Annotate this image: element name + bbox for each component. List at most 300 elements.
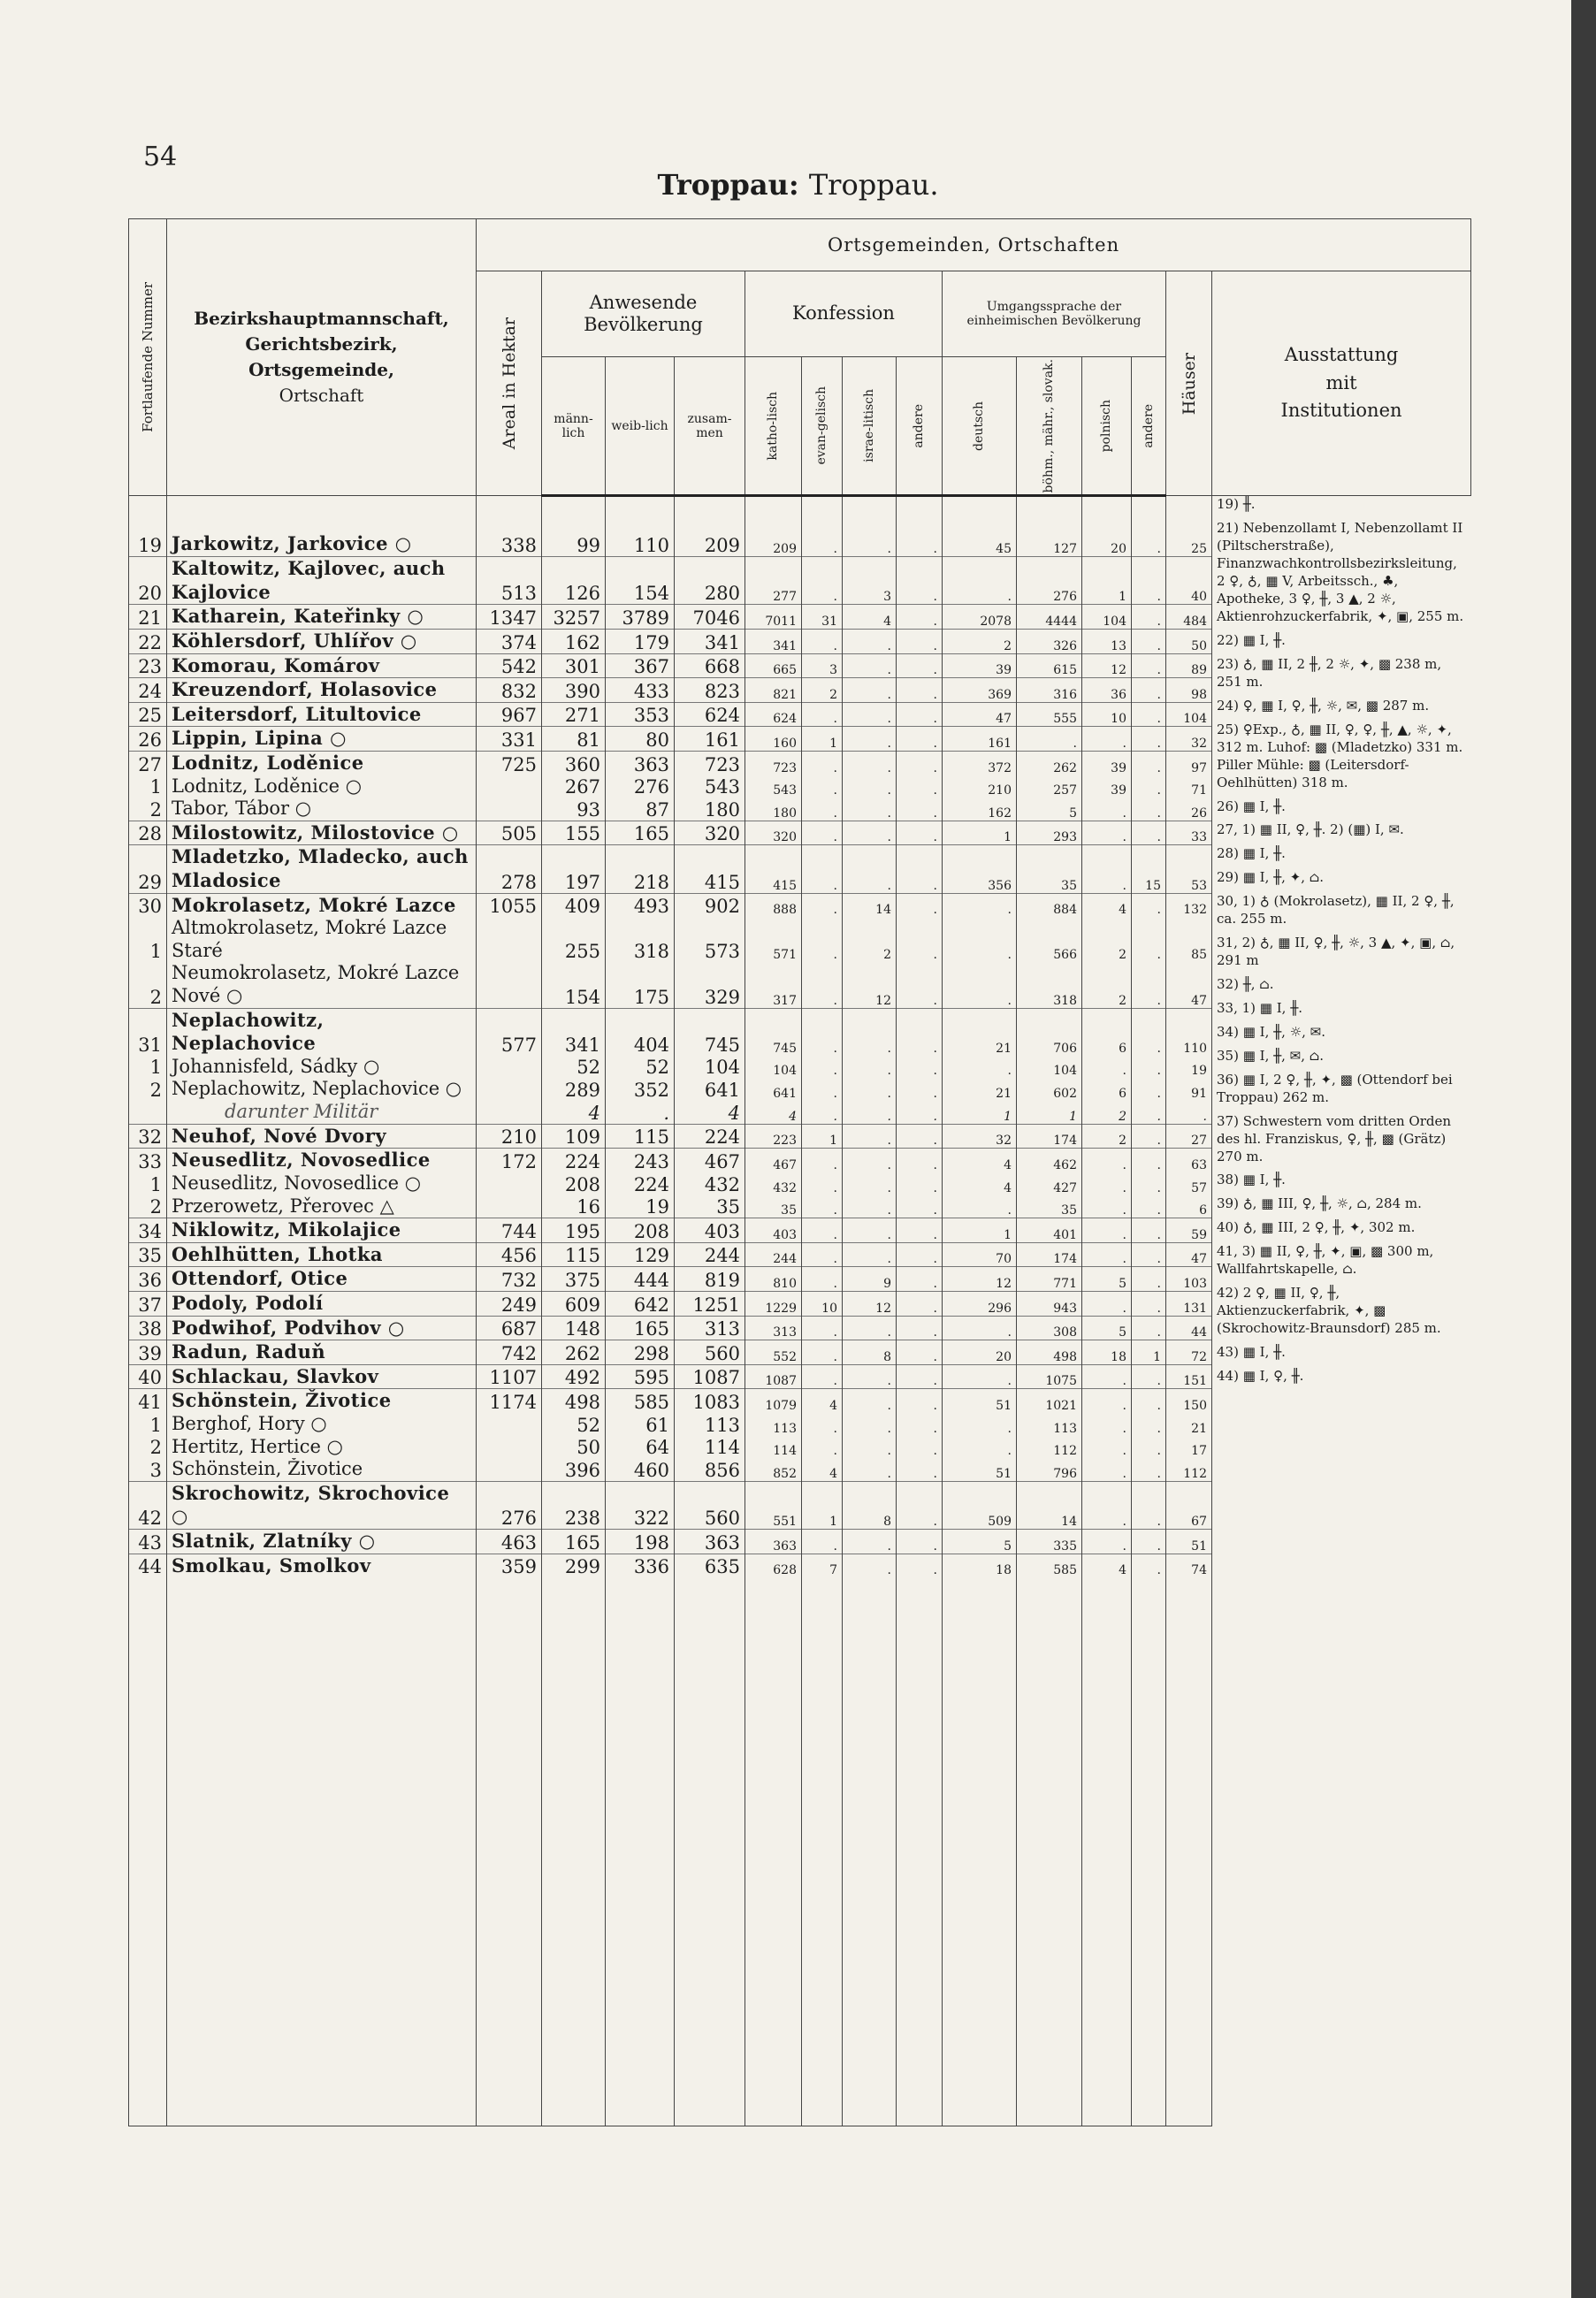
israelitisch-cell: . (843, 1316, 897, 1340)
areal-cell (477, 1458, 542, 1481)
notes-column (1212, 496, 1471, 2126)
row-number: 34 (129, 1218, 167, 1243)
deutsch-cell: . (943, 1413, 1017, 1436)
boehmisch-cell: 585 (1017, 1554, 1082, 1577)
row-name: Kreuzendorf, Holasovice (167, 678, 477, 703)
andere-sprache-cell: . (1132, 1364, 1166, 1389)
note-entry: 29) ▦ I, ╫, ✦, ⌂. (1217, 869, 1325, 886)
evangelisch-cell: . (802, 1436, 843, 1459)
andere-konfession-cell: . (897, 1056, 943, 1079)
andere-sprache-cell: . (1132, 1078, 1166, 1101)
row-number: 26 (129, 727, 167, 752)
polnisch-cell: . (1082, 1056, 1132, 1079)
notes-list (1217, 496, 1467, 1385)
andere-konfession-cell: . (897, 1481, 943, 1529)
andere-sprache-cell: . (1132, 1056, 1166, 1079)
evangelisch-cell: . (802, 1008, 843, 1056)
boehmisch-cell: 35 (1017, 1195, 1082, 1218)
header-umgangssprache: Umgangssprache der einheimischen Bevölkerung (943, 271, 1166, 357)
maennlich-cell: 52 (542, 1413, 606, 1436)
evangelisch-cell: . (802, 1218, 843, 1243)
boehmisch-cell: 615 (1017, 653, 1082, 678)
areal-cell: 331 (477, 727, 542, 752)
evangelisch-cell: . (802, 557, 843, 605)
areal-cell: 1347 (477, 605, 542, 630)
boehmisch-cell: 293 (1017, 821, 1082, 845)
areal-cell (477, 1078, 542, 1101)
israelitisch-cell: 14 (843, 893, 897, 917)
weiblich-cell: 179 (606, 629, 675, 653)
katholisch-cell: 821 (745, 678, 802, 703)
zusammen-cell: 856 (675, 1458, 745, 1481)
weiblich-cell: 642 (606, 1291, 675, 1316)
deutsch-cell: 18 (943, 1554, 1017, 1577)
katholisch-cell: 160 (745, 727, 802, 752)
weiblich-cell: 363 (606, 751, 675, 775)
katholisch-cell: 313 (745, 1316, 802, 1340)
row-number: 22 (129, 629, 167, 653)
polnisch-cell: . (1082, 798, 1132, 821)
maennlich-cell: 195 (542, 1218, 606, 1243)
polnisch-cell: 39 (1082, 775, 1132, 798)
israelitisch-cell: 4 (843, 605, 897, 630)
andere-konfession-cell: . (897, 1101, 943, 1124)
andere-konfession-cell: . (897, 1149, 943, 1172)
deutsch-cell: 296 (943, 1291, 1017, 1316)
israelitisch-cell: . (843, 1458, 897, 1481)
andere-konfession-cell: . (897, 798, 943, 821)
andere-sprache-cell: . (1132, 678, 1166, 703)
note-entry: 26) ▦ I, ╫. (1217, 798, 1286, 814)
andere-konfession-cell: . (897, 1316, 943, 1340)
row-name: Lodnitz, Loděnice ○ (167, 775, 477, 798)
areal-cell: 513 (477, 557, 542, 605)
andere-sprache-cell: . (1132, 557, 1166, 605)
israelitisch-cell: . (843, 532, 897, 556)
katholisch-cell: 209 (745, 532, 802, 556)
andere-sprache-cell: . (1132, 751, 1166, 775)
areal-cell: 967 (477, 702, 542, 727)
row-number: 1 (129, 917, 167, 962)
areal-cell: 832 (477, 678, 542, 703)
row-name: Mokrolasetz, Mokré Lazce (167, 893, 477, 917)
deutsch-cell: 161 (943, 727, 1017, 752)
header-boehmisch: böhm., mähr., slovak. (1017, 357, 1082, 496)
andere-sprache-cell: . (1132, 1242, 1166, 1267)
boehmisch-cell: 174 (1017, 1124, 1082, 1149)
andere-sprache-cell: . (1132, 727, 1166, 752)
boehmisch-cell: 602 (1017, 1078, 1082, 1101)
israelitisch-cell: . (843, 1124, 897, 1149)
page-title (0, 168, 1596, 202)
row-number: 23 (129, 653, 167, 678)
zusammen-cell: 467 (675, 1149, 745, 1172)
haeuser-cell: 97 (1166, 751, 1212, 775)
haeuser-cell: 89 (1166, 653, 1212, 678)
weiblich-cell: 224 (606, 1172, 675, 1195)
polnisch-cell: 12 (1082, 653, 1132, 678)
israelitisch-cell: 12 (843, 962, 897, 1008)
maennlich-cell: 93 (542, 798, 606, 821)
row-number: 41 (129, 1389, 167, 1413)
deutsch-cell: . (943, 962, 1017, 1008)
andere-sprache-cell: . (1132, 1530, 1166, 1554)
header-deutsch: deutsch (943, 357, 1017, 496)
areal-cell (477, 1056, 542, 1079)
maennlich-cell: 165 (542, 1530, 606, 1554)
zusammen-cell: 35 (675, 1195, 745, 1218)
haeuser-cell: 63 (1166, 1149, 1212, 1172)
evangelisch-cell: 10 (802, 1291, 843, 1316)
deutsch-cell: . (943, 1056, 1017, 1079)
scan-edge (1571, 0, 1596, 2298)
boehmisch-cell: 884 (1017, 893, 1082, 917)
row-number: 33 (129, 1149, 167, 1172)
evangelisch-cell: . (802, 1316, 843, 1340)
haeuser-cell: 67 (1166, 1481, 1212, 1529)
israelitisch-cell: . (843, 1078, 897, 1101)
row-number: 1 (129, 1413, 167, 1436)
andere-konfession-cell: . (897, 1530, 943, 1554)
polnisch-cell: 2 (1082, 917, 1132, 962)
note-entry: 23) ♁, ▦ II, 2 ╫, 2 ☼, ✦, ▩ 238 m, 251 m. (1217, 655, 1442, 690)
haeuser-cell: 40 (1166, 557, 1212, 605)
areal-cell: 687 (477, 1316, 542, 1340)
katholisch-cell: 1229 (745, 1291, 802, 1316)
katholisch-cell: 114 (745, 1436, 802, 1459)
evangelisch-cell: . (802, 1413, 843, 1436)
maennlich-cell: 162 (542, 629, 606, 653)
zusammen-cell: 114 (675, 1436, 745, 1459)
zusammen-cell: 573 (675, 917, 745, 962)
maennlich-cell: 289 (542, 1078, 606, 1101)
maennlich-cell: 115 (542, 1242, 606, 1267)
evangelisch-cell: 1 (802, 1124, 843, 1149)
haeuser-cell: 44 (1166, 1316, 1212, 1340)
table-body (129, 496, 1471, 2126)
row-name: Neusedlitz, Novosedlice ○ (167, 1172, 477, 1195)
deutsch-cell: . (943, 1364, 1017, 1389)
boehmisch-cell: 35 (1017, 845, 1082, 893)
weiblich-cell: 276 (606, 775, 675, 798)
katholisch-cell: 403 (745, 1218, 802, 1243)
note-entry: 31, 2) ♁, ▦ II, ♀, ╫, ☼, 3 ▲, ✦, ▣, ⌂, 291 m (1217, 935, 1455, 969)
weiblich-cell: 165 (606, 1316, 675, 1340)
katholisch-cell: 363 (745, 1530, 802, 1554)
katholisch-cell: 113 (745, 1413, 802, 1436)
maennlich-cell: 609 (542, 1291, 606, 1316)
row-name: Ottendorf, Otice (167, 1267, 477, 1292)
andere-konfession-cell: . (897, 1172, 943, 1195)
israelitisch-cell: 2 (843, 917, 897, 962)
polnisch-cell: 2 (1082, 962, 1132, 1008)
katholisch-cell: 624 (745, 702, 802, 727)
andere-konfession-cell: . (897, 629, 943, 653)
areal-cell: 278 (477, 845, 542, 893)
polnisch-cell: . (1082, 1218, 1132, 1243)
israelitisch-cell: . (843, 1218, 897, 1243)
andere-konfession-cell: . (897, 1008, 943, 1056)
evangelisch-cell: . (802, 1242, 843, 1267)
haeuser-cell: 151 (1166, 1364, 1212, 1389)
deutsch-cell: 12 (943, 1267, 1017, 1292)
andere-sprache-cell: . (1132, 702, 1166, 727)
andere-konfession-cell: . (897, 1195, 943, 1218)
areal-cell: 732 (477, 1267, 542, 1292)
deutsch-cell: . (943, 893, 1017, 917)
row-number: 24 (129, 678, 167, 703)
evangelisch-cell: . (802, 1078, 843, 1101)
andere-sprache-cell: . (1132, 893, 1166, 917)
evangelisch-cell: . (802, 1101, 843, 1124)
note-entry: 36) ▦ I, 2 ♀, ╫, ✦, ▩ (Ottendorf bei Troppau) 262 m. (1217, 1071, 1453, 1105)
andere-sprache-cell: . (1132, 1267, 1166, 1292)
israelitisch-cell: . (843, 1195, 897, 1218)
weiblich-cell: 493 (606, 893, 675, 917)
zusammen-cell: 823 (675, 678, 745, 703)
header-konfession: Konfession (745, 271, 943, 357)
israelitisch-cell: . (843, 1008, 897, 1056)
evangelisch-cell: . (802, 1056, 843, 1079)
note-entry: 24) ♀, ▦ I, ♀, ╫, ☼, ✉, ▩ 287 m. (1217, 697, 1430, 714)
andere-konfession-cell: . (897, 1554, 943, 1577)
weiblich-cell: 444 (606, 1267, 675, 1292)
andere-sprache-cell: . (1132, 821, 1166, 845)
row-name: Tabor, Tábor ○ (167, 798, 477, 821)
haeuser-cell: 104 (1166, 702, 1212, 727)
row-number: 3 (129, 1458, 167, 1481)
andere-konfession-cell: . (897, 653, 943, 678)
deutsch-cell: 210 (943, 775, 1017, 798)
note-entry: 22) ▦ I, ╫. (1217, 632, 1286, 649)
boehmisch-cell: 174 (1017, 1242, 1082, 1267)
areal-cell: 1055 (477, 893, 542, 917)
evangelisch-cell: . (802, 845, 843, 893)
andere-sprache-cell: . (1132, 1554, 1166, 1577)
polnisch-cell: 2 (1082, 1124, 1132, 1149)
deutsch-cell: 32 (943, 1124, 1017, 1149)
andere-konfession-cell: . (897, 1291, 943, 1316)
areal-cell: 542 (477, 653, 542, 678)
andere-sprache-cell: . (1132, 798, 1166, 821)
israelitisch-cell: . (843, 1389, 897, 1413)
israelitisch-cell: . (843, 821, 897, 845)
header-zusammen: zusam-men (675, 357, 745, 496)
areal-cell (477, 1413, 542, 1436)
row-number: 38 (129, 1316, 167, 1340)
weiblich-cell: 61 (606, 1413, 675, 1436)
andere-konfession-cell: . (897, 1078, 943, 1101)
deutsch-cell: 369 (943, 678, 1017, 703)
boehmisch-cell: 566 (1017, 917, 1082, 962)
andere-sprache-cell: 15 (1132, 845, 1166, 893)
andere-konfession-cell: . (897, 1124, 943, 1149)
haeuser-cell: 27 (1166, 1124, 1212, 1149)
note-entry: 25) ♀Exp., ♁, ▦ II, ♀, ♀, ╫, ▲, ☼, ✦, 312 m. Luhof: ▩ (Mladetzko) 331 m. Piller Mühle: ▩ (Leitersdorf-Oehlhütten) 318 m. (1217, 721, 1463, 790)
polnisch-cell: 5 (1082, 1316, 1132, 1340)
boehmisch-cell: 771 (1017, 1267, 1082, 1292)
zusammen-cell: 341 (675, 629, 745, 653)
row-name: Milostowitz, Milostovice ○ (167, 821, 477, 845)
andere-konfession-cell: . (897, 1436, 943, 1459)
israelitisch-cell: 12 (843, 1291, 897, 1316)
katholisch-cell: 7011 (745, 605, 802, 630)
areal-cell (477, 1101, 542, 1124)
maennlich-cell: 3257 (542, 605, 606, 630)
andere-sprache-cell: . (1132, 532, 1166, 556)
deutsch-cell: 39 (943, 653, 1017, 678)
haeuser-cell: 51 (1166, 1530, 1212, 1554)
zusammen-cell: 415 (675, 845, 745, 893)
row-number: 44 (129, 1554, 167, 1577)
andere-sprache-cell: . (1132, 1195, 1166, 1218)
row-number: 2 (129, 1195, 167, 1218)
andere-sprache-cell: . (1132, 1413, 1166, 1436)
weiblich-cell: 110 (606, 532, 675, 556)
row-name: Katharein, Kateřinky ○ (167, 605, 477, 630)
katholisch-cell: 552 (745, 1340, 802, 1365)
note-entry: 27, 1) ▦ II, ♀, ╫. 2) (▦) I, ✉. (1217, 821, 1404, 838)
andere-konfession-cell: . (897, 1267, 943, 1292)
boehmisch-cell: 498 (1017, 1340, 1082, 1365)
andere-sprache-cell: . (1132, 1008, 1166, 1056)
deutsch-cell: 1 (943, 1218, 1017, 1243)
deutsch-cell: 1 (943, 821, 1017, 845)
maennlich-cell: 155 (542, 821, 606, 845)
row-name: Neusedlitz, Novosedlice (167, 1149, 477, 1172)
deutsch-cell: 70 (943, 1242, 1017, 1267)
header-israelitisch: israe-litisch (843, 357, 897, 496)
weiblich-cell: 404 (606, 1008, 675, 1056)
haeuser-cell: 53 (1166, 845, 1212, 893)
row-number: 40 (129, 1364, 167, 1389)
areal-cell: 505 (477, 821, 542, 845)
israelitisch-cell: 8 (843, 1340, 897, 1365)
deutsch-cell: 21 (943, 1078, 1017, 1101)
katholisch-cell: 628 (745, 1554, 802, 1577)
deutsch-cell: 5 (943, 1530, 1017, 1554)
zusammen-cell: 244 (675, 1242, 745, 1267)
weiblich-cell: 52 (606, 1056, 675, 1079)
areal-cell: 577 (477, 1008, 542, 1056)
andere-sprache-cell: . (1132, 1218, 1166, 1243)
katholisch-cell: 432 (745, 1172, 802, 1195)
deutsch-cell: 51 (943, 1458, 1017, 1481)
row-number: 27 (129, 751, 167, 775)
row-name: Jarkowitz, Jarkovice ○ (167, 532, 477, 556)
weiblich-cell: 218 (606, 845, 675, 893)
deutsch-cell: . (943, 1195, 1017, 1218)
maennlich-cell: 50 (542, 1436, 606, 1459)
evangelisch-cell: . (802, 798, 843, 821)
polnisch-cell: . (1082, 821, 1132, 845)
boehmisch-cell: 14 (1017, 1481, 1082, 1529)
row-name: Komorau, Komárov (167, 653, 477, 678)
polnisch-cell: . (1082, 1195, 1132, 1218)
row-number: 37 (129, 1291, 167, 1316)
israelitisch-cell: . (843, 1413, 897, 1436)
andere-konfession-cell: . (897, 775, 943, 798)
deutsch-cell: 20 (943, 1340, 1017, 1365)
maennlich-cell: 4 (542, 1101, 606, 1124)
header-nr: Fortlaufende Nummer (129, 219, 167, 496)
zusammen-cell: 902 (675, 893, 745, 917)
andere-sprache-cell: . (1132, 775, 1166, 798)
israelitisch-cell: . (843, 1436, 897, 1459)
deutsch-cell: 21 (943, 1008, 1017, 1056)
haeuser-cell: 132 (1166, 893, 1212, 917)
israelitisch-cell: . (843, 798, 897, 821)
maennlich-cell: 492 (542, 1364, 606, 1389)
andere-konfession-cell: . (897, 821, 943, 845)
areal-cell (477, 775, 542, 798)
israelitisch-cell: . (843, 775, 897, 798)
israelitisch-cell: 3 (843, 557, 897, 605)
katholisch-cell: 543 (745, 775, 802, 798)
maennlich-cell: 109 (542, 1124, 606, 1149)
zusammen-cell: 113 (675, 1413, 745, 1436)
header-katholisch: katho-lisch (745, 357, 802, 496)
andere-sprache-cell: . (1132, 653, 1166, 678)
boehmisch-cell: 1 (1017, 1101, 1082, 1124)
row-number: 31 (129, 1008, 167, 1056)
spacer-row (129, 496, 1471, 533)
zusammen-cell: 1251 (675, 1291, 745, 1316)
deutsch-cell: 4 (943, 1172, 1017, 1195)
maennlich-cell: 498 (542, 1389, 606, 1413)
katholisch-cell: 551 (745, 1481, 802, 1529)
deutsch-cell: . (943, 557, 1017, 605)
row-number: 2 (129, 1436, 167, 1459)
weiblich-cell: 298 (606, 1340, 675, 1365)
row-name: Podwihof, Podvihov ○ (167, 1316, 477, 1340)
polnisch-cell: 10 (1082, 702, 1132, 727)
maennlich-cell: 148 (542, 1316, 606, 1340)
andere-sprache-cell: . (1132, 1124, 1166, 1149)
header-haeuser: Häuser (1166, 271, 1212, 496)
maennlich-cell: 409 (542, 893, 606, 917)
deutsch-cell: 356 (943, 845, 1017, 893)
header-andere-sprache: andere (1132, 357, 1166, 496)
maennlich-cell: 299 (542, 1554, 606, 1577)
maennlich-cell: 154 (542, 962, 606, 1008)
andere-sprache-cell: . (1132, 1436, 1166, 1459)
deutsch-cell: . (943, 1436, 1017, 1459)
polnisch-cell: . (1082, 1364, 1132, 1389)
polnisch-cell: . (1082, 1413, 1132, 1436)
andere-konfession-cell: . (897, 962, 943, 1008)
evangelisch-cell: . (802, 775, 843, 798)
haeuser-cell: 72 (1166, 1340, 1212, 1365)
andere-sprache-cell: 1 (1132, 1340, 1166, 1365)
weiblich-cell: 175 (606, 962, 675, 1008)
maennlich-cell: 262 (542, 1340, 606, 1365)
andere-konfession-cell: . (897, 1364, 943, 1389)
israelitisch-cell: . (843, 1530, 897, 1554)
weiblich-cell: 595 (606, 1364, 675, 1389)
andere-konfession-cell: . (897, 557, 943, 605)
zusammen-cell: 1087 (675, 1364, 745, 1389)
katholisch-cell: 104 (745, 1056, 802, 1079)
polnisch-cell: 39 (1082, 751, 1132, 775)
katholisch-cell: 810 (745, 1267, 802, 1292)
row-number: 2 (129, 1078, 167, 1101)
boehmisch-cell: 104 (1017, 1056, 1082, 1079)
row-name: Hertitz, Hertice ○ (167, 1436, 477, 1459)
polnisch-cell: 13 (1082, 629, 1132, 653)
zusammen-cell: 329 (675, 962, 745, 1008)
row-number: 29 (129, 845, 167, 893)
